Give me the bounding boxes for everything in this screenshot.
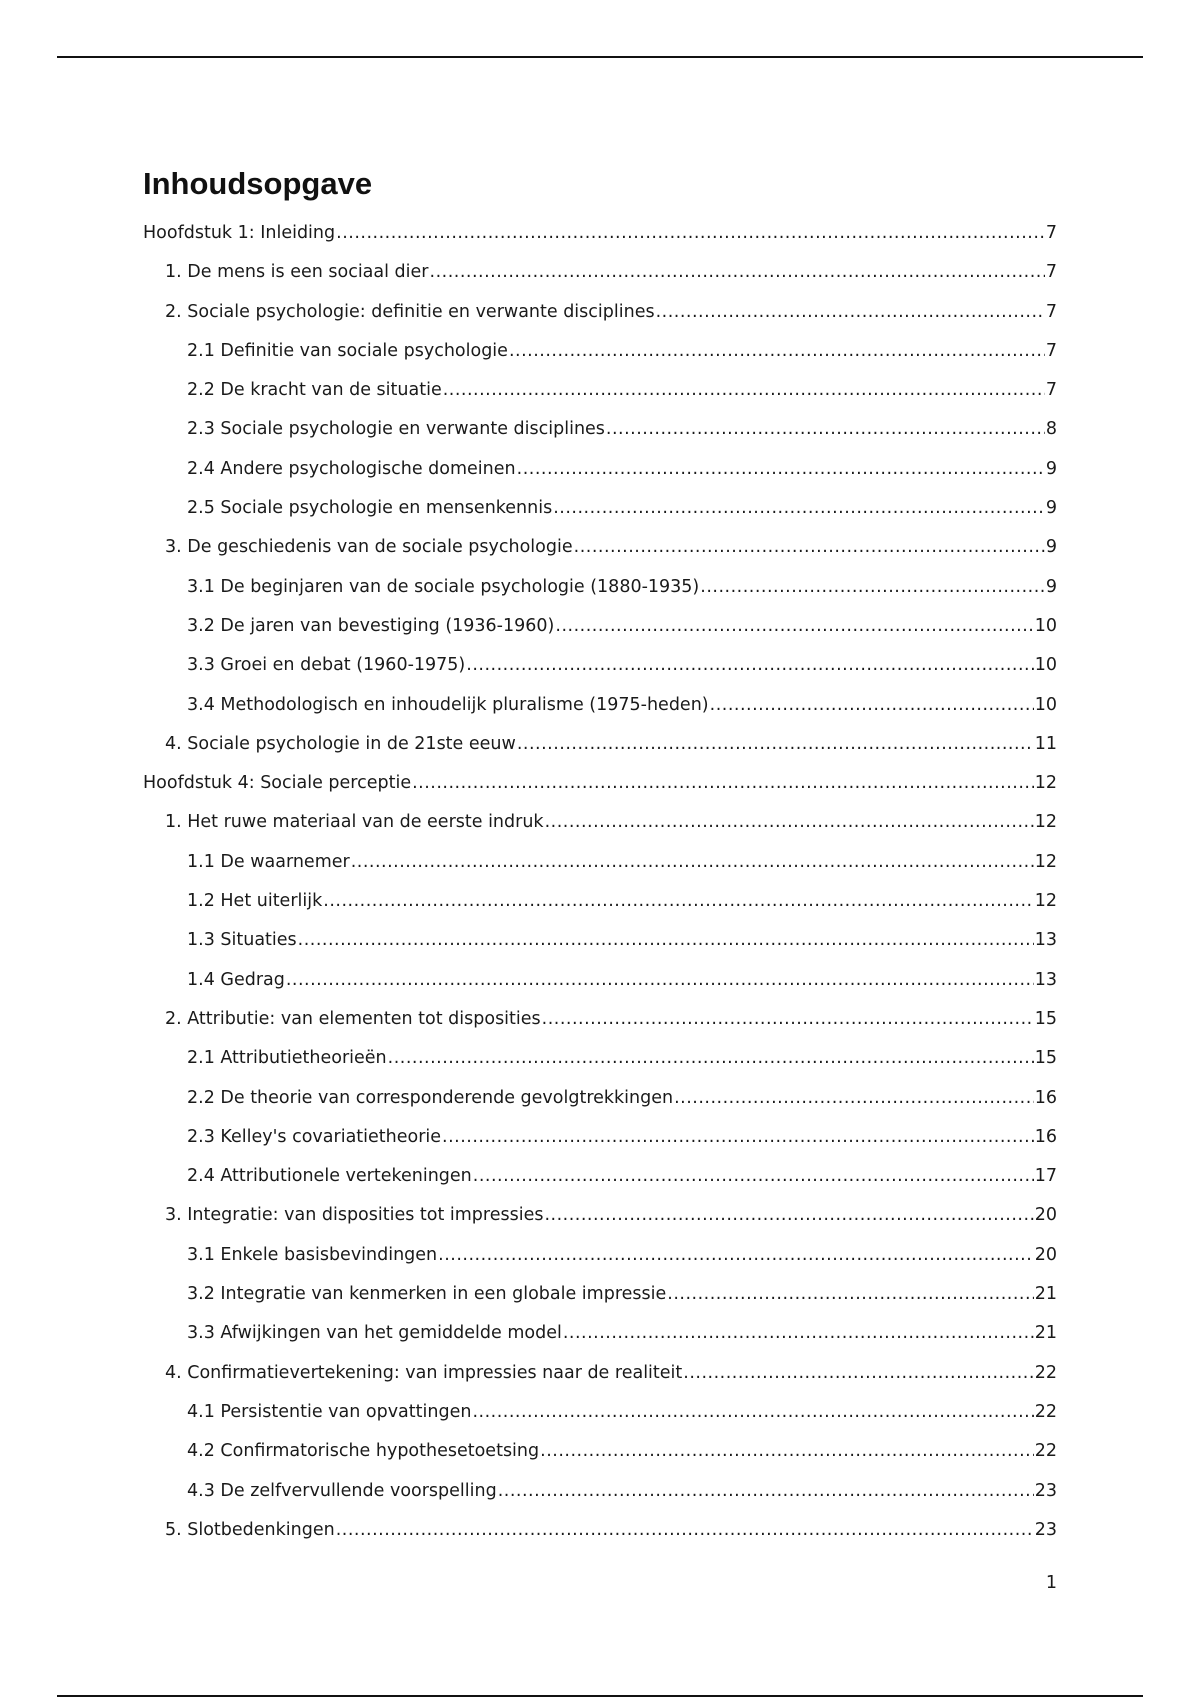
toc-entry-page: 15 [1034,1008,1057,1029]
toc-entry[interactable] [143,450,1057,489]
toc-entry-title: 4.2 Confirmatorische hypothesetoetsing [187,1441,540,1462]
toc-heading: Inhoudsopgave [143,166,373,201]
toc-entry[interactable] [143,882,1057,921]
toc-entry[interactable] [143,528,1057,567]
toc-entry-page: 7 [1045,223,1057,243]
toc-entry-title: 4.1 Persistentie van opvattingen [187,1401,472,1422]
toc-entry-title: 4. Confirmatievertekening: van impressies naar de realiteit [165,1362,683,1383]
toc-entry-page: 10 [1034,694,1057,715]
toc-entry-title: 2.3 Sociale psychologie en verwante disciplines [187,419,605,440]
toc-dot-leader [438,1236,1034,1275]
toc-dot-leader [336,1511,1034,1550]
toc-entry-page: 23 [1034,1519,1057,1540]
toc-dot-leader [555,607,1033,646]
toc-dot-leader [700,568,1045,607]
toc-entry-title: Hoofdstuk 1: Inleiding [143,223,336,243]
toc-entry-page: 7 [1045,262,1057,283]
toc-entry[interactable] [143,1236,1057,1275]
toc-entry[interactable] [143,1039,1057,1078]
toc-entry-title: 2. Sociale psychologie: definitie en verwante disciplines [165,301,655,322]
toc-entry-title: 2.2 De theorie van corresponderende gevolgtrekkingen [187,1087,674,1108]
toc-dot-leader [606,410,1045,449]
toc-entry-page: 17 [1034,1166,1057,1187]
toc-entry[interactable] [143,410,1057,449]
toc-entry-title: 3.2 Integratie van kenmerken in een globale impressie [187,1284,667,1305]
toc-entry-title: 1.2 Het uiterlijk [187,891,323,912]
toc-entry-title: 3.1 De beginjaren van de sociale psychologie (1880-1935) [187,576,700,597]
toc-entry-title: 3.2 De jaren van bevestiging (1936-1960) [187,615,555,636]
table-of-contents [143,214,1057,1550]
toc-entry-title: 4.3 De zelfvervullende voorspelling [187,1480,497,1501]
toc-entry-title: 1. Het ruwe materiaal van de eerste indruk [165,812,544,833]
toc-dot-leader [509,332,1045,371]
toc-entry-title: 2. Attributie: van elementen tot disposities [165,1008,541,1029]
toc-entry[interactable] [143,1432,1057,1471]
toc-dot-leader [710,686,1034,725]
toc-entry[interactable] [143,1079,1057,1118]
toc-dot-leader [683,1354,1033,1393]
toc-entry-page: 16 [1034,1087,1057,1108]
toc-entry-title: 5. Slotbedenkingen [165,1519,335,1540]
toc-entry[interactable] [143,1275,1057,1314]
toc-entry[interactable] [143,293,1057,332]
toc-entry-page: 9 [1045,576,1057,597]
toc-entry[interactable] [143,725,1057,764]
toc-entry-title: 3. De geschiedenis van de sociale psychologie [165,537,573,558]
toc-entry-page: 7 [1045,301,1057,322]
toc-entry-page: 10 [1034,655,1057,676]
toc-entry[interactable] [143,489,1057,528]
toc-entry[interactable] [143,1000,1057,1039]
toc-dot-leader [674,1079,1034,1118]
page-number: 1 [1045,1573,1057,1593]
toc-entry[interactable] [143,843,1057,882]
toc-entry[interactable] [143,764,1057,803]
toc-entry-title: 2.3 Kelley's covariatietheorie [187,1126,442,1147]
toc-entry-page: 12 [1034,891,1057,912]
toc-entry[interactable] [143,646,1057,685]
toc-dot-leader [540,1432,1034,1471]
toc-entry-page: 9 [1045,498,1057,519]
toc-dot-leader [472,1393,1033,1432]
toc-dot-leader [656,293,1045,332]
toc-entry-page: 8 [1045,419,1057,440]
toc-entry-page: 22 [1034,1362,1057,1383]
toc-entry-page: 9 [1045,458,1057,479]
footer-rule [57,1695,1143,1697]
toc-dot-leader [351,843,1034,882]
document-page-content [143,164,1057,1550]
toc-entry-page: 15 [1034,1048,1057,1069]
toc-entry-title: 2.1 Definitie van sociale psychologie [187,340,508,361]
toc-entry-page: 11 [1034,733,1057,754]
toc-dot-leader [473,1157,1034,1196]
toc-entry-title: 1.4 Gedrag [187,969,285,990]
toc-entry-title: 3.1 Enkele basisbevindingen [187,1244,438,1265]
toc-entry-page: 9 [1045,537,1057,558]
toc-entry-page: 12 [1034,851,1057,872]
toc-entry[interactable] [143,961,1057,1000]
toc-entry-page: 21 [1034,1323,1057,1344]
toc-entry-page: 13 [1034,969,1057,990]
toc-entry[interactable] [143,253,1057,292]
toc-entry-title: 2.4 Attributionele vertekeningen [187,1166,472,1187]
toc-dot-leader [553,489,1045,528]
toc-entry[interactable] [143,1157,1057,1196]
toc-entry-page: 7 [1045,340,1057,361]
toc-dot-leader [517,725,1034,764]
toc-entry-page: 22 [1034,1441,1057,1462]
toc-entry[interactable] [143,921,1057,960]
toc-dot-leader [323,882,1033,921]
toc-entry-title: 1. De mens is een sociaal dier [165,262,429,283]
toc-entry-title: 3.3 Afwijkingen van het gemiddelde model [187,1323,562,1344]
toc-dot-leader [498,1472,1034,1511]
toc-entry-title: 2.4 Andere psychologische domeinen [187,458,516,479]
toc-entry-page: 23 [1034,1480,1057,1501]
toc-dot-leader [286,961,1034,1000]
toc-dot-leader [545,803,1034,842]
toc-entry[interactable] [143,1354,1057,1393]
toc-entry[interactable] [143,1511,1057,1550]
toc-entry[interactable] [143,686,1057,725]
toc-entry-title: Hoofdstuk 4: Sociale perceptie [143,773,412,794]
toc-entry-page: 16 [1034,1126,1057,1147]
toc-dot-leader [442,1118,1034,1157]
toc-dot-leader [430,253,1045,292]
header-rule [57,56,1143,58]
toc-dot-leader [412,764,1034,803]
toc-entry-title: 4. Sociale psychologie in de 21ste eeuw [165,733,516,754]
toc-entry[interactable] [143,607,1057,646]
toc-entry-title: 1.3 Situaties [187,930,297,951]
toc-dot-leader [563,1314,1034,1353]
toc-entry[interactable] [143,214,1057,253]
toc-dot-leader [667,1275,1033,1314]
toc-dot-leader [544,1196,1033,1235]
toc-dot-leader [388,1039,1034,1078]
toc-entry[interactable] [143,1472,1057,1511]
toc-dot-leader [298,921,1034,960]
toc-entry[interactable] [143,1314,1057,1353]
toc-entry[interactable] [143,332,1057,371]
toc-dot-leader [466,646,1033,685]
toc-dot-leader [517,450,1045,489]
toc-entry[interactable] [143,1393,1057,1432]
toc-entry[interactable] [143,568,1057,607]
toc-entry-title: 3.4 Methodologisch en inhoudelijk pluralisme (1975-heden) [187,694,709,715]
toc-entry-title: 2.5 Sociale psychologie en mensenkennis [187,498,553,519]
toc-entry-page: 21 [1034,1284,1057,1305]
toc-entry-page: 20 [1034,1205,1057,1226]
toc-entry-page: 12 [1034,812,1057,833]
toc-entry-title: 3.3 Groei en debat (1960-1975) [187,655,466,676]
toc-entry-title: 1.1 De waarnemer [187,851,350,872]
toc-entry-page: 10 [1034,615,1057,636]
toc-entry-page: 7 [1045,380,1057,401]
toc-entry-page: 20 [1034,1244,1057,1265]
toc-entry-page: 22 [1034,1401,1057,1422]
toc-dot-leader [443,371,1045,410]
toc-entry-title: 3. Integratie: van disposities tot impressies [165,1205,544,1226]
toc-entry[interactable] [143,803,1057,842]
toc-entry[interactable] [143,1118,1057,1157]
toc-entry-page: 13 [1034,930,1057,951]
toc-entry-page: 12 [1034,773,1057,794]
toc-entry[interactable] [143,1196,1057,1235]
toc-entry[interactable] [143,371,1057,410]
toc-dot-leader [542,1000,1034,1039]
toc-dot-leader [336,214,1045,253]
toc-dot-leader [574,528,1045,567]
toc-entry-title: 2.2 De kracht van de situatie [187,380,442,401]
toc-entry-title: 2.1 Attributietheorieën [187,1048,387,1069]
